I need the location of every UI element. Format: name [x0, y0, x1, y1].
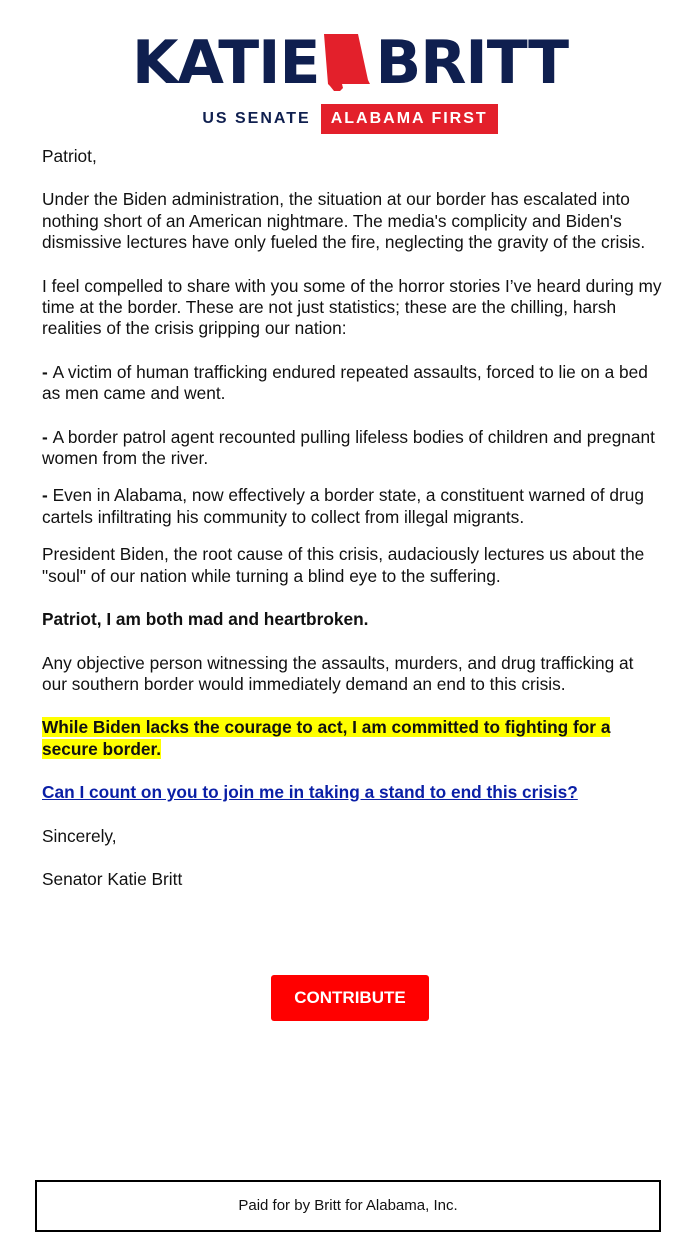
bullet-item: [42, 427, 662, 470]
bullet-text: Even in Alabama, now effectively a border state, a constituent warned of drug cartels infiltrating his community to collect from illegal migrants.: [42, 485, 644, 527]
header-logo: [0, 0, 700, 140]
bullet-dash: -: [42, 361, 53, 382]
paid-for-disclaimer: Paid for by Britt for Alabama, Inc.: [35, 1180, 661, 1232]
signature: Senator Katie Britt: [42, 868, 183, 889]
paragraph-horror-stories: I feel compelled to share with you some of the horror stories I’ve heard during my time at the border. These are not just statistics; these are the chilling, harsh realities of the crisis gripping our nation:: [42, 275, 662, 339]
alabama-state-icon: [322, 34, 374, 92]
bullet-text: A victim of human trafficking endured repeated assaults, forced to lie on a bed as men came and went.: [42, 361, 648, 404]
logo-alabama-first-badge: ALABAMA FIRST: [321, 104, 498, 134]
bullet-dash: -: [42, 485, 53, 506]
cta-link[interactable]: Can I count on you to join me in taking a stand to end this crisis?: [42, 782, 578, 803]
greeting: Patriot,: [42, 146, 97, 166]
paragraph-intro: Under the Biden administration, the situation at our border has escalated into nothing short of an American nightmare. The media's complicity and Biden's dismissive lectures have only fueled the fire, neglecting the gravity of the crisis.: [42, 189, 646, 253]
bullet-dash: -: [42, 426, 53, 447]
logo-first-name: KATIE: [131, 28, 320, 98]
paragraph-president: President Biden, the root cause of this crisis, audaciously lectures us about the "soul" of our nation while turning a blind eye to the suffering.: [42, 544, 645, 586]
contribute-button[interactable]: CONTRIBUTE: [271, 975, 429, 1021]
logo-last-name: BRITT: [375, 28, 568, 98]
email-body: [42, 146, 662, 890]
bullet-text: A border patrol agent recounted pulling lifeless bodies of children and pregnant women from the river.: [42, 426, 655, 469]
highlight-text: While Biden lacks the courage to act, I am committed to fighting for a secure border.: [42, 717, 611, 759]
closing: Sincerely,: [42, 825, 117, 846]
bold-statement: Patriot, I am both mad and heartbroken.: [42, 609, 369, 630]
cta-paragraph: [42, 782, 662, 803]
bullet-item: [42, 362, 662, 405]
logo-subline: [0, 104, 700, 134]
highlighted-statement: [42, 717, 662, 760]
logo-us-senate: US SENATE: [202, 110, 311, 127]
bullet-item: [42, 485, 662, 528]
logo-wordmark: [0, 28, 700, 98]
paragraph-objective-person: Any objective person witnessing the assaults, murders, and drug trafficking at our southern border would immediately demand an end to this crisis.: [42, 652, 634, 694]
